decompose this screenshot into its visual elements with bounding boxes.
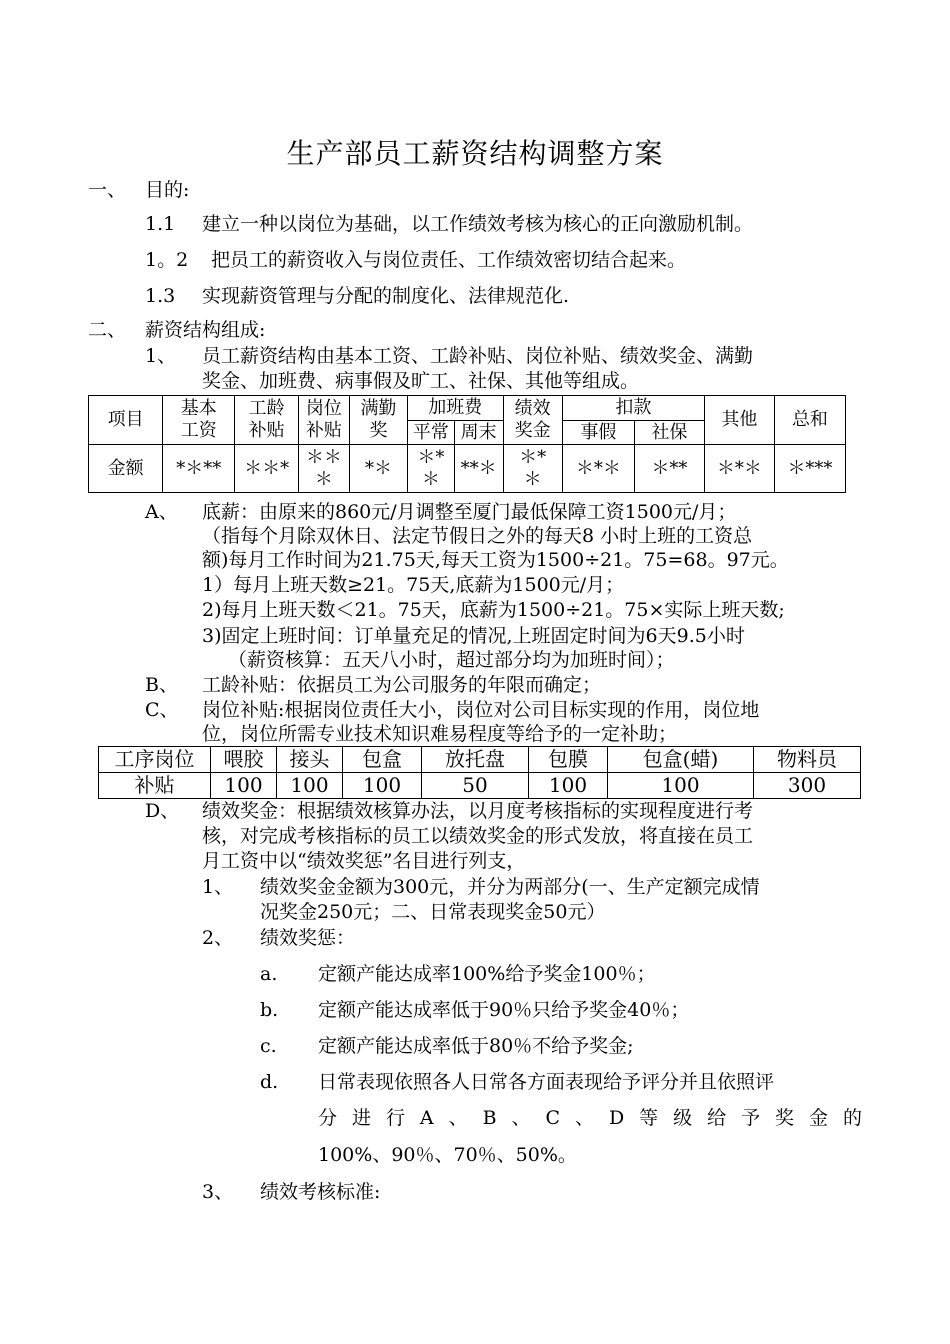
col-header: 工序岗位	[99, 747, 211, 773]
amount-base: *＊**	[163, 445, 235, 493]
d2-text: 绩效奖惩：	[260, 927, 356, 949]
header-base-salary: 基本 工资	[163, 396, 235, 445]
d2-a-text: 定额产能达成率100%给予奖金100％；	[318, 963, 656, 985]
header-leave: 事假	[562, 421, 634, 445]
header-insurance: 社保	[634, 421, 704, 445]
col-header: 包膜	[529, 747, 608, 773]
section-2-heading: 薪资结构组成:	[145, 319, 266, 341]
header-overtime: 加班费	[408, 396, 503, 421]
d2-d-line-3: 100%、90％、70％、50%。	[318, 1144, 577, 1166]
amount-label: 金额	[89, 445, 163, 493]
para-a-label: A、	[145, 501, 178, 523]
amount-seniority: ＊＊*	[235, 445, 299, 493]
col-header: 接头	[277, 747, 343, 773]
para-b-line-1: 工龄补贴：依据员工为公司服务的年限而确定；	[202, 674, 602, 696]
d1-number: 1、	[202, 876, 234, 898]
col-header: 包盒(蜡)	[608, 747, 754, 773]
amount-post: ＊＊ ＊	[298, 445, 349, 493]
col-header: 放托盘	[422, 747, 529, 773]
item-1-1-number: 1.1	[145, 213, 176, 235]
d1-line-2: 况奖金250元；二、日常表现奖金50元）	[260, 901, 606, 923]
d2-d-line-2: 分进行A、B、C、D等级给予奖金的	[318, 1107, 862, 1129]
amount-full: *＊	[349, 445, 407, 493]
item-1-3-text: 实现薪资管理与分配的制度化、法律规范化.	[202, 285, 570, 307]
page-title: 生产部员工薪资结构调整方案	[286, 137, 664, 170]
header-post-allowance: 岗位 补贴	[298, 396, 349, 445]
header-deduction: 扣款	[562, 396, 704, 421]
d2-a-label: a.	[260, 963, 278, 985]
table-cell: 100	[608, 773, 754, 799]
para-a-line-1: 底薪：由原来的860元/月调整至厦门最低保障工资1500元/月；	[202, 501, 737, 523]
d2-d-line-1: 日常表现依照各人日常各方面表现给予评分并且依照评	[318, 1071, 775, 1093]
item-1-2-text: 把员工的薪资收入与岗位责任、工作绩效密切结合起来。	[211, 249, 687, 271]
amount-total: ＊***	[774, 445, 845, 493]
para-a-line-3: 额)每月工作时间为21.75天,每天工资为1500÷21。75=68。97元。	[202, 549, 789, 571]
table-cell: 100	[211, 773, 277, 799]
d1-line-1: 绩效奖金金额为300元，并分为两部分(一、生产定额完成情	[260, 876, 760, 898]
para-a-line-7: （薪资核算：五天八小时，超过部分均为加班时间）；	[228, 649, 675, 671]
header-full-attendance: 满勤 奖	[349, 396, 407, 445]
section-1-heading: 目的:	[145, 179, 190, 201]
para-2-1-number: 1、	[145, 345, 177, 367]
table-cell: 100	[529, 773, 608, 799]
amount-ot-normal: ＊* ＊	[408, 445, 455, 493]
header-total: 总和	[774, 396, 845, 445]
d2-d-label: d.	[260, 1071, 279, 1093]
table-cell: 补贴	[99, 773, 211, 799]
header-performance: 绩效 奖金	[503, 396, 562, 445]
d2-b-label: b.	[260, 999, 279, 1021]
table-cell: 300	[754, 773, 861, 799]
header-ot-weekend: 周末	[454, 421, 503, 445]
d2-c-text: 定额产能达成率低于80％不给予奖金;	[318, 1035, 634, 1057]
section-1-number: 一、	[88, 179, 127, 201]
header-other: 其他	[704, 396, 774, 445]
para-c-label: C、	[145, 699, 179, 721]
amount-performance: ＊* ＊	[503, 445, 562, 493]
para-c-line-2: 位，岗位所需专业技术知识难易程度等给予的一定补助；	[202, 723, 678, 745]
d3-number: 3、	[202, 1181, 234, 1203]
col-header: 喂胶	[211, 747, 277, 773]
amount-insurance: ＊**	[634, 445, 704, 493]
post-allowance-table	[98, 746, 861, 799]
header-seniority: 工龄 补贴	[235, 396, 299, 445]
section-2-number: 二、	[88, 319, 127, 341]
para-2-1-line-2: 奖金、加班费、病事假及旷工、社保、其他等组成。	[202, 370, 640, 392]
item-1-3-number: 1.3	[145, 285, 176, 307]
para-d-line-3: 月工资中以“绩效奖惩”名目进行列支，	[202, 850, 526, 872]
para-d-label: D、	[145, 800, 180, 822]
table-cell: 50	[422, 773, 529, 799]
para-b-label: B、	[145, 674, 178, 696]
para-a-line-2: （指每个月除双休日、法定节假日之外的每天8 小时上班的工资总	[202, 525, 753, 547]
header-item: 项目	[89, 396, 163, 445]
item-1-1-text: 建立一种以岗位为基础，以工作绩效考核为核心的正向激励机制。	[202, 213, 754, 235]
amount-ot-weekend: **＊	[454, 445, 503, 493]
col-header: 包盒	[343, 747, 422, 773]
amount-leave: ＊*＊	[562, 445, 634, 493]
para-2-1-line-1: 员工薪资结构由基本工资、工龄补贴、岗位补贴、绩效奖金、满勤	[202, 345, 754, 367]
para-a-line-5: 2)每月上班天数＜21。75天，底薪为1500÷21。75×实际上班天数;	[202, 599, 785, 621]
table-cell: 100	[277, 773, 343, 799]
d2-c-label: c.	[260, 1035, 277, 1057]
d3-text: 绩效考核标准:	[260, 1181, 381, 1203]
para-a-line-6: 3)固定上班时间：订单量充足的情况,上班固定时间为6天9.5小时	[202, 625, 745, 647]
header-ot-normal: 平常	[408, 421, 455, 445]
para-d-line-2: 核，对完成考核指标的员工以绩效奖金的形式发放，将直接在员工	[202, 825, 754, 847]
table-cell: 100	[343, 773, 422, 799]
amount-other: ＊*＊	[704, 445, 774, 493]
para-c-line-1: 岗位补贴:根据岗位责任大小，岗位对公司目标实现的作用，岗位地	[202, 699, 760, 721]
salary-structure-table	[88, 395, 846, 493]
para-d-line-1: 绩效奖金：根据绩效核算办法，以月度考核指标的实现程度进行考	[202, 800, 754, 822]
d2-b-text: 定额产能达成率低于90％只给予奖金40％；	[318, 999, 690, 1021]
col-header: 物料员	[754, 747, 861, 773]
para-a-line-4: 1）每月上班天数≥21。75天,底薪为1500元/月；	[202, 574, 625, 596]
d2-number: 2、	[202, 927, 234, 949]
item-1-2-number: 1。2	[145, 249, 189, 271]
